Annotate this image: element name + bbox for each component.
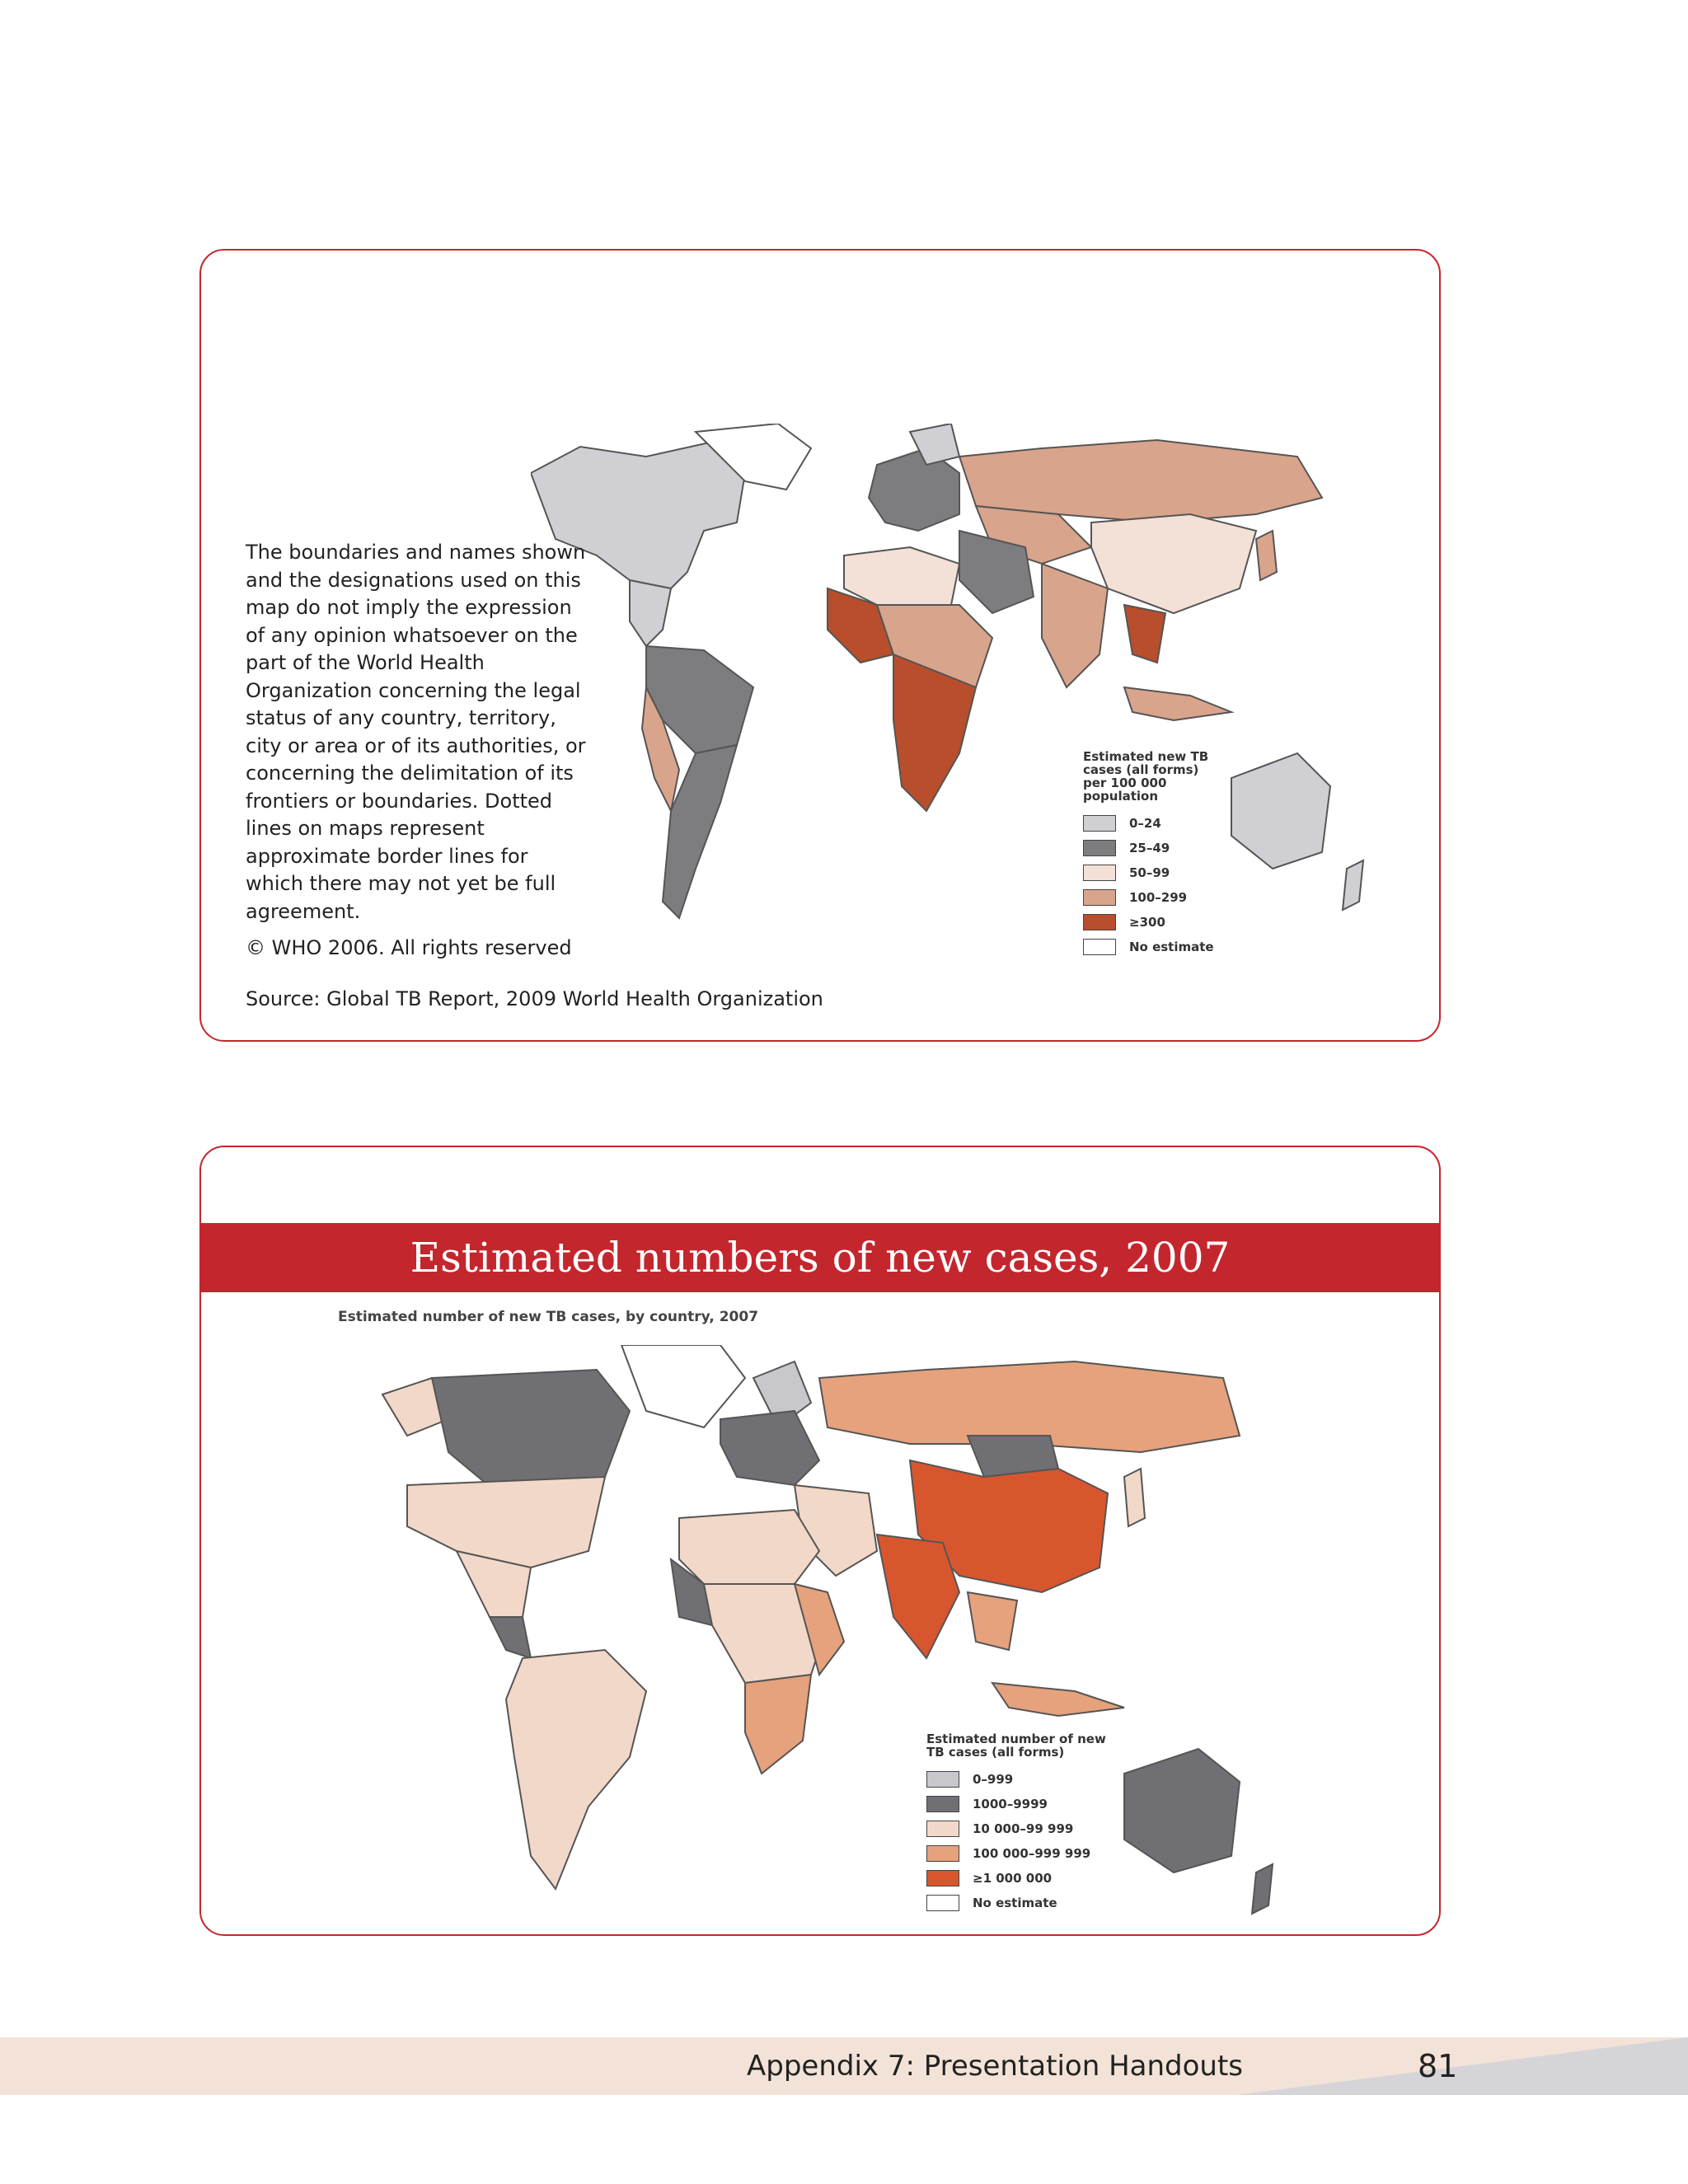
southeast-asia-shape xyxy=(1124,605,1165,663)
legend-label: 0–999 xyxy=(973,1772,1014,1787)
legend-label: ≥1 000 000 xyxy=(973,1871,1053,1886)
united-states-shape xyxy=(407,1477,605,1568)
south-america-shape xyxy=(506,1650,646,1889)
footer-section-title: Appendix 7: Presentation Handouts xyxy=(747,2050,1244,2083)
world-map-incidence-rate xyxy=(531,424,1441,984)
legend-swatch xyxy=(1083,840,1116,856)
legend-item xyxy=(926,1891,1108,1915)
legend-label: 10 000–99 999 xyxy=(973,1821,1074,1836)
north-africa-shape xyxy=(844,547,959,605)
legend-swatch xyxy=(926,1845,959,1862)
legend-swatch xyxy=(1083,914,1116,930)
greenland-shape xyxy=(621,1345,745,1427)
slide-new-cases xyxy=(199,1146,1441,1936)
legend-swatch xyxy=(926,1821,959,1837)
legend-label: No estimate xyxy=(1129,940,1214,954)
canada-shape xyxy=(432,1370,630,1493)
japan-shape xyxy=(1256,531,1277,580)
slide-incidence-rate xyxy=(199,249,1441,1042)
china-shape xyxy=(1091,514,1256,613)
australia-shape xyxy=(1124,1749,1240,1872)
legend-swatch xyxy=(1083,889,1116,906)
legend-item xyxy=(926,1866,1108,1891)
europe-shape xyxy=(720,1411,819,1485)
legend-label: 25–49 xyxy=(1129,841,1170,855)
legend-label: 100 000–999 999 xyxy=(973,1846,1091,1861)
indonesia-shape xyxy=(1124,687,1231,720)
legend-item xyxy=(1083,836,1223,860)
copyright-notice: © WHO 2006. All rights reserved xyxy=(246,936,572,959)
legend-title: Estimated number of new TB cases (all forms) xyxy=(926,1732,1106,1760)
indonesia-shape xyxy=(992,1683,1124,1716)
central-america-shape xyxy=(490,1617,531,1658)
legend-label: 0–24 xyxy=(1129,816,1161,831)
legend-swatch xyxy=(926,1895,959,1911)
source-citation: Source: Global TB Report, 2009 World Health Organization xyxy=(246,987,823,1010)
page-number: 81 xyxy=(1418,2048,1458,2084)
legend-swatch xyxy=(1083,815,1116,832)
central-america-shape xyxy=(630,580,671,646)
legend-swatch xyxy=(926,1771,959,1788)
slide-title: Estimated numbers of new cases, 2007 xyxy=(201,1223,1439,1292)
southeast-asia-shape xyxy=(968,1592,1017,1650)
australia-shape xyxy=(1231,753,1330,869)
legend-label: 50–99 xyxy=(1129,865,1170,880)
legend-item xyxy=(926,1792,1108,1816)
world-map-graphic xyxy=(333,1345,1355,1922)
north-africa-shape xyxy=(679,1510,819,1584)
world-map-graphic xyxy=(531,424,1441,984)
map-disclaimer: The boundaries and names shown and the designations used on this map do not imply the expression of any opinion whatsoever on the part of the World Health Organization concerning the legal status of any country, territory, city or area or of its authorities, or concerning the delimitation of its frontiers or boundaries. Dotted lines on maps represent approximate border lines for which there may not yet be full agreement. xyxy=(246,541,586,923)
legend-item xyxy=(926,1841,1108,1866)
legend-item xyxy=(1083,935,1223,959)
new-cases-legend xyxy=(926,1732,1108,1915)
india-shape xyxy=(877,1535,959,1658)
legend-item xyxy=(926,1767,1108,1792)
legend-title: Estimated new TB cases (all forms) per 100 000 population xyxy=(1083,749,1209,804)
legend-item xyxy=(1083,811,1223,836)
legend-label: 1000–9999 xyxy=(973,1797,1048,1811)
world-map-new-cases xyxy=(333,1345,1355,1922)
incidence-legend xyxy=(1083,750,1223,959)
legend-item xyxy=(1083,910,1223,935)
legend-swatch xyxy=(1083,865,1116,881)
legend-item xyxy=(1083,860,1223,885)
legend-swatch xyxy=(926,1870,959,1886)
legend-label: ≥300 xyxy=(1129,915,1165,930)
legend-item xyxy=(926,1816,1108,1841)
footer-accent-shape xyxy=(1236,2037,1688,2095)
new-zealand-shape xyxy=(1343,860,1363,910)
new-zealand-shape xyxy=(1252,1864,1273,1914)
japan-shape xyxy=(1124,1469,1145,1526)
legend-label: 100–299 xyxy=(1129,890,1188,905)
legend-item xyxy=(1083,885,1223,910)
legend-label: No estimate xyxy=(973,1896,1057,1910)
southern-africa-shape xyxy=(745,1675,811,1774)
india-shape xyxy=(1042,564,1108,687)
legend-swatch xyxy=(926,1796,959,1812)
map-caption: Estimated number of new TB cases, by country, 2007 xyxy=(338,1309,759,1325)
legend-swatch xyxy=(1083,939,1116,955)
